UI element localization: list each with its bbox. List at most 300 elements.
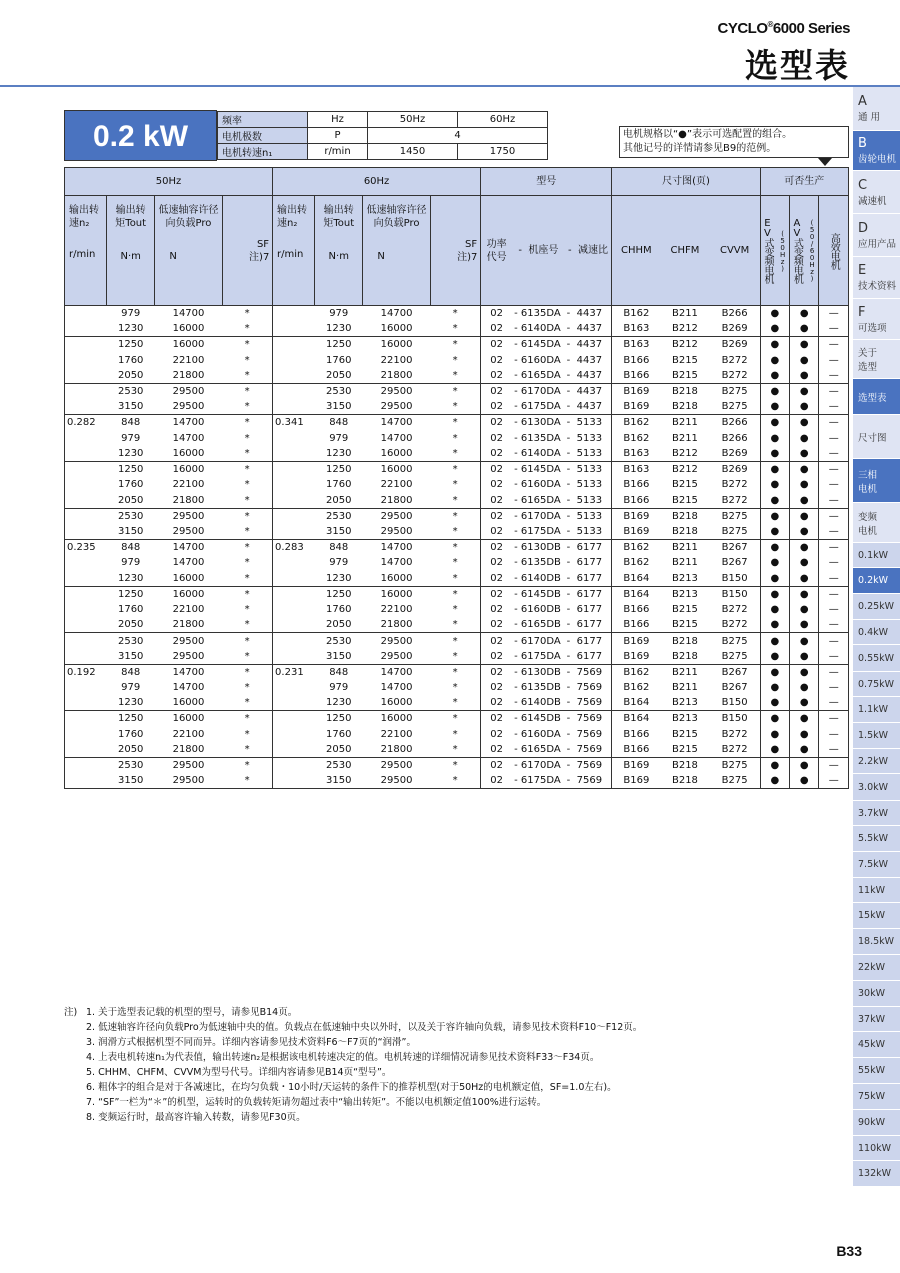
cell-ratio [565,586,612,602]
header-ratio-label: 减速比 [578,245,609,256]
sidebar-item-label: C [858,177,868,193]
sidebar-nav [853,87,900,1187]
sidebar-item[interactable] [853,503,900,543]
cell-frame [512,633,565,649]
cell-power-code: 02 [490,682,503,694]
cell-high-eff: — [819,508,849,524]
sidebar-item-sublabel: 电机 [858,525,878,537]
dash: - [566,369,571,381]
ratio-value: 7569 [576,760,603,772]
cell-high-eff: — [819,773,849,789]
cell-power-code: 02 [490,604,503,616]
dash: - [566,713,571,725]
cell-speed-60 [273,680,315,696]
cell-sf-60: * [430,524,480,540]
cell-speed-50 [65,633,107,649]
cell-sf-50: * [222,415,272,431]
sidebar-item[interactable] [853,1084,900,1110]
cell-speed-60 [273,430,315,446]
ratio-value: 6177 [576,650,603,662]
cell-ratio [565,368,612,384]
cell-cvvm: B269 [710,337,760,353]
cell-speed-60 [273,649,315,665]
cell-torque-60: 848 [315,539,363,555]
sidebar-item[interactable] [853,903,900,929]
sidebar-item[interactable] [853,1161,900,1187]
sidebar-item[interactable] [853,459,900,503]
cell-ev: ● [760,430,789,446]
cell-ratio [565,555,612,571]
cell-chhm: B169 [612,383,660,399]
sidebar-item[interactable] [853,852,900,878]
table-row [65,773,849,789]
sidebar-item-label: 0.2kW [858,575,889,586]
cell-chhm: B169 [623,401,650,413]
sidebar-item[interactable] [853,672,900,697]
frame-no: 6165DA [520,494,561,506]
cell-load-60: 16000 [380,697,413,709]
cell-high-eff: — [819,461,849,477]
sidebar-item-sublabel: 应用产品 [858,238,897,250]
header-high-eff [819,196,849,306]
page-title: 选型表 [745,46,850,85]
sidebar-item[interactable] [853,87,900,131]
sidebar-item[interactable] [853,299,900,340]
cell-power-code: 02 [481,664,513,680]
cell-chfm: B215 [671,494,698,506]
cell-frame [512,617,565,633]
sidebar-item-label: 5.5kW [858,833,889,844]
cell-ratio [565,321,612,337]
cell-high-eff: — [819,602,849,618]
cell-ev: ● [760,555,789,571]
cell-speed-50 [65,383,107,399]
cell-sf-60: * [430,773,480,789]
cell-chhm: B169 [612,508,660,524]
cell-speed-50 [65,602,107,618]
header-torque-label: 输出转矩Tout [323,205,355,229]
cell-frame [512,524,565,540]
sidebar-item-sublabel: 技术资料 [858,281,897,292]
cell-ev: ● [760,711,789,727]
cell-chfm: B213 [671,697,698,709]
cell-load-60: 21800 [380,744,413,756]
cell-load-60: 14700 [380,682,413,694]
legend-note-line: 其他记号的详情请参见B9的范例。 [623,143,777,154]
cell-load-50: 29500 [155,773,222,789]
header-availability [760,168,848,196]
cell-speed-50 [65,306,107,322]
cell-cvvm: B275 [710,649,760,665]
frame-no: 6135DA [520,308,561,320]
dash: - [566,432,571,444]
cell-speed-60: 0.341 [273,415,315,431]
cell-ratio [565,617,612,633]
dash: - [514,572,518,584]
header-dash: - [518,245,522,256]
cell-frame [512,602,565,618]
cell-cvvm: B275 [710,633,760,649]
cell-frame [512,368,565,384]
header-speed-60 [273,196,315,306]
cell-high-eff: — [819,633,849,649]
cell-power-code: 02 [490,619,503,631]
cell-frame [512,727,565,743]
dash: - [514,697,518,709]
cell-sf-50: * [222,430,272,446]
sidebar-item[interactable] [853,257,900,299]
sidebar-item[interactable] [853,568,900,594]
cell-power-code: 02 [481,633,513,649]
cell-torque-50: 1760 [117,604,144,616]
cell-speed-60 [273,695,315,711]
cell-power-code: 02 [490,401,503,413]
sidebar-item[interactable] [853,1032,900,1058]
dash: - [514,713,518,725]
cell-high-eff: — [819,306,849,322]
cell-chfm: B218 [671,525,698,537]
dash: - [514,401,518,413]
cell-torque-50: 2530 [107,508,155,524]
cell-cvvm: B275 [710,773,760,789]
sidebar-item-label: 11kW [858,884,885,896]
motor-spec-table [217,111,548,160]
cell-frame [512,758,565,774]
cell-sf-60: * [430,633,480,649]
cell-torque-60: 3150 [315,773,363,789]
cell-ev: ● [760,446,789,462]
cell-av: ● [790,446,819,462]
cell-chfm: B215 [671,479,698,491]
dash: - [566,447,571,459]
frame-no: 6160DA [520,479,561,491]
frame-no: 6130DB [520,666,561,678]
cell-av: ● [790,415,819,431]
cell-speed-60 [273,586,315,602]
sidebar-item[interactable] [853,981,900,1007]
cell-sf-50: * [222,695,272,711]
cell-speed-50 [65,368,107,384]
cell-torque-60: 2530 [315,383,363,399]
cell-sf-50: * [222,477,272,493]
cell-sf-60: * [430,664,480,680]
cell-load-50: 16000 [155,711,222,727]
cell-chhm: B169 [623,525,650,537]
cell-speed-60: 0.283 [273,539,315,555]
cell-chhm: B169 [612,633,660,649]
cell-load-50: 22100 [172,604,205,616]
header-code-label: 功率代号 [486,238,507,263]
dash: - [566,588,571,600]
ratio-value: 4437 [576,339,603,351]
sidebar-item[interactable] [853,1058,900,1084]
cell-speed-50 [65,477,107,493]
cell-load-60: 21800 [380,619,413,631]
cell-sf-50: * [222,571,272,587]
cell-sf-60: * [430,727,480,743]
table-row [65,586,849,602]
sidebar-item[interactable] [853,826,900,852]
cell-high-eff: — [819,555,849,571]
cell-torque-60: 979 [329,557,349,569]
cell-speed-50 [65,586,107,602]
frame-no: 6130DA [520,417,561,429]
header-availability-label: 可否生产 [784,175,825,187]
cell-torque-50: 1230 [117,447,144,459]
cell-load-50: 16000 [172,572,205,584]
cell-sf-60: * [430,539,480,555]
frame-no: 6160DA [520,728,561,740]
cell-sf-50: * [222,539,272,555]
dash: - [566,619,571,631]
header-av-label: AV式变频电机 [791,218,803,283]
header-torque-unit: N·m [120,251,141,262]
cell-speed-50 [65,321,107,337]
cell-speed-50 [65,695,107,711]
cell-power-code: 02 [481,415,513,431]
header-frame [512,196,565,306]
header-dimension: 尺寸图(页) [612,168,760,196]
sidebar-item[interactable] [853,594,900,620]
cell-chhm: B162 [623,308,650,320]
cell-power-code: 02 [490,354,503,366]
cell-sf-60: * [430,742,480,758]
cell-speed-60 [273,321,315,337]
cell-sf-50: * [222,337,272,353]
table-row [65,633,849,649]
sidebar-item[interactable] [853,749,900,774]
header-speed-label: 输出转速n₂ [277,205,308,229]
cell-frame [512,415,565,431]
cell-chfm: B218 [671,401,698,413]
cell-frame [512,461,565,477]
sidebar-item[interactable] [853,214,900,257]
cell-sf-50: * [222,368,272,384]
cell-torque-50: 848 [107,415,155,431]
header-ev-sub: (50Hz) [778,229,787,272]
sidebar-item-label: 3.0kW [858,781,889,793]
sidebar-item[interactable] [853,774,900,801]
cell-torque-60: 1760 [326,354,352,366]
sidebar-item[interactable] [853,801,900,826]
cell-high-eff: — [819,524,849,540]
cell-torque-60: 2050 [326,369,352,381]
sidebar-item[interactable] [853,1136,900,1161]
power-label: 0.2 kW [64,110,217,161]
cell-sf-50: * [222,633,272,649]
cell-chfm: B211 [660,415,709,431]
cell-speed-50 [65,617,107,633]
cell-av: ● [790,352,819,368]
cell-av: ● [790,383,819,399]
footnote-text: 4. 上表电机转速n₁为代表值，输出转速n₂是根据该电机转速决定的值。电机转速的详细情况请参见技术资料F33～F34页。 [86,1052,600,1063]
sidebar-item[interactable] [853,171,900,214]
dash: - [514,728,518,740]
sidebar-item[interactable] [853,929,900,955]
ratio-value: 7569 [576,775,603,787]
cell-av: ● [790,773,819,789]
frame-no: 6175DA [520,775,561,787]
cell-speed-50: 0.235 [65,539,107,555]
sidebar-item[interactable] [853,645,900,672]
cell-ratio [565,508,612,524]
sidebar-item[interactable] [853,415,900,459]
cell-av: ● [790,727,819,743]
cell-load-50: 21800 [172,494,205,506]
cell-torque-60: 2530 [315,508,363,524]
table-row [65,727,849,743]
dash: - [566,401,571,413]
cell-load-50: 14700 [172,308,205,320]
header-chfm: CHFM [660,196,709,306]
frame-no: 6160DA [520,354,561,366]
cell-power-code: 02 [490,432,503,444]
sidebar-item-label: 0.55kW [858,652,895,664]
cell-ev: ● [760,399,789,415]
header-load-label: 低速轴容许径向负载Pro [366,205,427,229]
table-body [65,306,849,789]
sidebar-item[interactable] [853,620,900,645]
header-60hz: 60Hz [273,168,481,196]
cell-speed-60 [273,493,315,509]
cell-frame [512,649,565,665]
cell-chhm: B166 [623,728,650,740]
cell-speed-60 [273,368,315,384]
footnote-text: 2. 低速轴容许径向负载Pro为低速轴中央的值。负载点在低速轴中央以外时，以及关于容许轴向负载，请参见技术资料F10～F12页。 [86,1022,643,1033]
cell-ev: ● [760,368,789,384]
cell-torque-60: 979 [329,308,349,320]
sidebar-item[interactable] [853,878,900,903]
cell-power-code: 02 [490,525,503,537]
cell-av: ● [790,321,819,337]
cell-sf-50: * [222,461,272,477]
sidebar-item-label: 0.75kW [858,678,895,690]
cell-av: ● [790,602,819,618]
cell-frame [512,680,565,696]
dash: - [566,682,571,694]
cell-torque-60: 2050 [326,619,352,631]
dash: - [514,666,518,678]
sidebar-item[interactable] [853,955,900,981]
cell-cvvm: B266 [710,415,760,431]
dash: - [514,369,518,381]
cell-sf-50: * [222,680,272,696]
cell-ratio [565,399,612,415]
cell-speed-60 [273,352,315,368]
table-row [65,602,849,618]
cell-sf-50: * [222,727,272,743]
cell-av: ● [790,368,819,384]
cell-high-eff: — [819,368,849,384]
table-row [65,539,849,555]
cell-ev: ● [760,649,789,665]
cell-chfm: B218 [671,650,698,662]
motor-label: 频率 [218,112,308,128]
series-name: CYCLO®6000 Series [717,20,850,37]
table-row [65,711,849,727]
dash: - [514,386,518,398]
cell-power-code: 02 [481,773,513,789]
header-ev-label: EV式变频电机 [761,218,773,283]
sidebar-item[interactable] [853,1007,900,1032]
ratio-value: 6177 [576,619,603,631]
cell-av: ● [790,758,819,774]
cell-speed-60 [273,758,315,774]
cell-torque-60: 2530 [315,633,363,649]
cell-speed-60: 0.231 [273,664,315,680]
cell-power-code: 02 [490,650,503,662]
cell-speed-60 [273,633,315,649]
dash: - [514,541,518,553]
table-row [65,337,849,353]
sidebar-item[interactable] [853,723,900,749]
cell-chfm: B212 [660,337,709,353]
cell-load-60: 22100 [380,728,413,740]
cell-power-code: 02 [490,494,503,506]
frame-no: 6140DB [520,572,561,584]
cell-high-eff: — [819,571,849,587]
dash: - [566,775,571,787]
sidebar-item[interactable] [853,697,900,723]
cell-ratio [565,493,612,509]
cell-av: ● [790,711,819,727]
cell-torque-60: 1250 [315,461,363,477]
ratio-value: 5133 [576,432,603,444]
cell-power-code: 02 [481,586,513,602]
frame-no: 6145DA [520,339,561,351]
cell-chfm: B218 [660,758,709,774]
cell-sf-60: * [430,493,480,509]
cell-torque-50: 979 [121,682,141,694]
table-row [65,399,849,415]
cell-frame [512,446,565,462]
sidebar-item[interactable] [853,1110,900,1136]
motor-cell: 1750 [458,144,548,160]
sidebar-item[interactable] [853,131,900,171]
cell-ev: ● [760,680,789,696]
cell-sf-50: * [222,446,272,462]
cell-high-eff: — [819,430,849,446]
cell-high-eff: — [819,493,849,509]
cell-sf-50: * [222,711,272,727]
sidebar-item[interactable] [853,340,900,379]
cell-load-60: 16000 [363,711,430,727]
table-row [65,321,849,337]
frame-no: 6170DA [520,635,561,647]
sidebar-item[interactable] [853,379,900,415]
footnote-item [64,1110,844,1125]
cell-torque-50: 1760 [117,479,144,491]
cell-cvvm: B272 [710,602,760,618]
cell-high-eff: — [819,321,849,337]
cell-chfm: B211 [660,539,709,555]
cell-sf-60: * [430,306,480,322]
cell-ratio [565,711,612,727]
page-number: B33 [836,1243,862,1259]
cell-ratio [565,337,612,353]
cell-speed-60 [273,306,315,322]
cell-cvvm: B269 [710,461,760,477]
cell-sf-60: * [430,368,480,384]
cell-sf-50: * [222,524,272,540]
dash: - [514,479,518,491]
ratio-value: 5133 [576,463,603,475]
cell-load-60: 29500 [380,401,413,413]
sidebar-item[interactable] [853,543,900,568]
cell-cvvm: B275 [710,399,760,415]
sidebar-item-label: 三相 [858,469,878,481]
ratio-value: 5133 [576,525,603,537]
